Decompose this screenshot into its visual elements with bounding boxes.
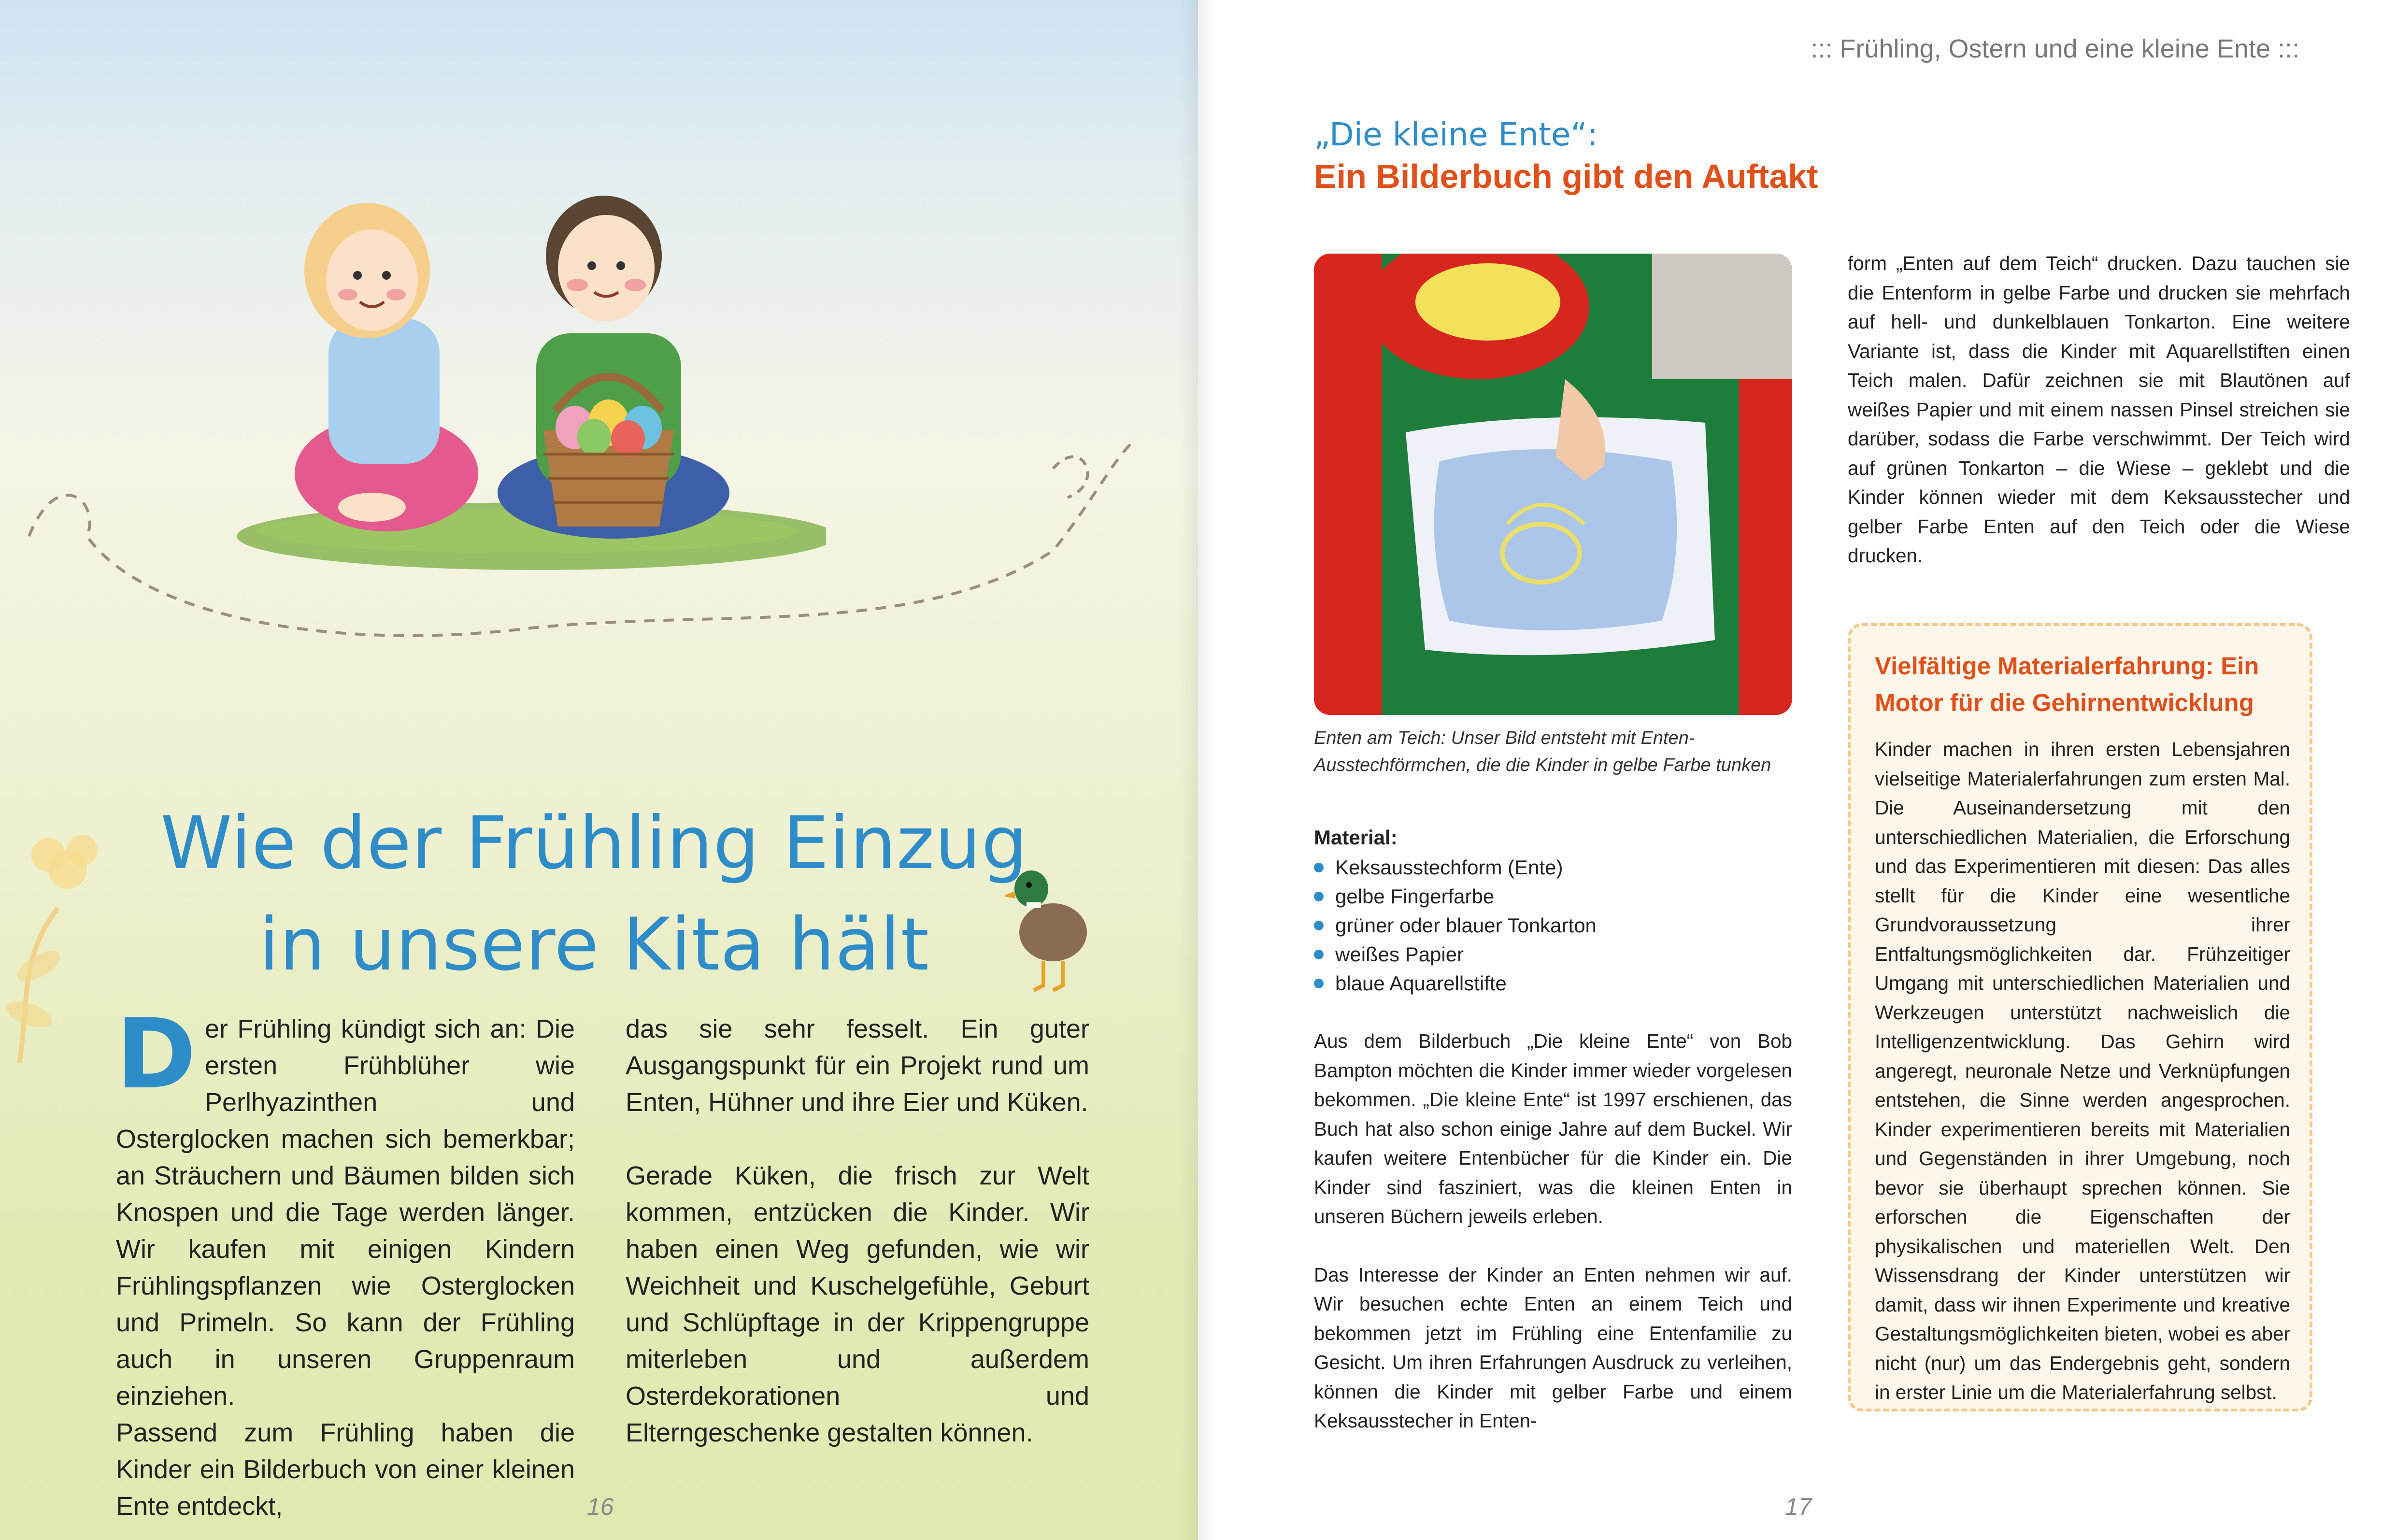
- info-box-title: Vielfältige Materialerfahrung: Ein Motor für die Gehirnentwicklung: [1875, 652, 2259, 716]
- intro-paragraph: [116, 998, 575, 1414]
- left-column-2: [626, 1011, 1089, 1451]
- running-header: ::: Frühling, Ostern und eine kleine Ente :::: [1811, 34, 2299, 63]
- material-list: [1314, 853, 1597, 998]
- drop-cap: D: [116, 998, 197, 1111]
- right-column-b: [1848, 249, 2350, 570]
- right-column-a: [1314, 1027, 1792, 1436]
- column2-paragraph-1: das sie sehr fesselt. Ein guter Ausgangspunkt für ein Projekt rund um Enten, Hühner und ihre Eier und Küken.: [626, 1014, 1089, 1117]
- page-title: [159, 793, 1029, 996]
- book-gutter-shadow: [1179, 0, 1217, 1540]
- photo-illustration: [1314, 254, 1792, 715]
- material-heading: Material:: [1314, 826, 1398, 849]
- info-box: [1848, 623, 2312, 1412]
- children-with-easter-basket-illustration: [227, 159, 826, 594]
- section-subtitle: „Die kleine Ente“:: [1314, 116, 1598, 153]
- column-a-paragraph-1: Aus dem Bilderbuch „Die kleine Ente“ von Bob Bampton möchten die Kinder immer wieder vorgelesen bekommen. „Die kleine Ente“ ist 1997 erschienen, das Buch hat also schon einige Jahre auf dem Buckel. Wir kaufen weitere Entenbücher für die Kinder ein. Die Kinder sind fasziniert, was die kleinen Enten in unseren Büchern jeweils erleben.: [1314, 1030, 1792, 1227]
- material-item: blaue Aquarellstifte: [1314, 969, 1597, 998]
- photo-caption: Enten am Teich: Unser Bild entsteht mit Enten-Ausstechförmchen, die die Kinder in gelbe Farbe tunken: [1314, 728, 1771, 775]
- material-item: weißes Papier: [1314, 940, 1597, 969]
- title-line-1: Wie der Frühling Einzug: [160, 801, 1028, 885]
- column-a-paragraph-2: Das Interesse der Kinder an Enten nehmen wir auf. Wir besuchen echte Enten an einem Teich und bekommen jetzt im Frühling eine Entenfamilie zu Gesicht. Um ihren Erfahrungen Ausdruck zu verleihen, können die Kinder mit gelber Farbe und einem Keksausstecher in Enten-: [1314, 1263, 1792, 1432]
- second-paragraph: Passend zum Frühling haben die Kinder ein Bilderbuch von einer kleinen Ente entdeckt,: [116, 1418, 575, 1521]
- column-b-paragraph: form „Enten auf dem Teich“ drucken. Dazu tauchen sie die Entenform in gelbe Farbe und drucken sie mehrfach auf hell- und dunkelblauen Tonkarton. Eine weitere Variante ist, dass die Kinder mit Aquarellstiften einen Teich malen. Dafür zeichnen sie mit Blautönen auf weißes Papier und mit einem nassen Pinsel streichen sie darüber, sodass die Farbe verschwimmt. Der Teich wird auf grünen Tonkarton – die Wiese – geklebt und die Kinder können wieder mit dem Keksausstecher und gelber Farbe Enten auf den Teich oder die Wiese drucken.: [1848, 252, 2350, 567]
- yellow-flower-decoration: [0, 812, 126, 1063]
- material-item: gelbe Fingerfarbe: [1314, 882, 1597, 911]
- page-number-left: 16: [587, 1493, 614, 1520]
- column2-paragraph-2: Gerade Küken, die frisch zur Welt kommen, entzücken die Kinder. Wir haben einen Weg gefunden, wie wir Weichheit und Kuschelgefühle, Geburt und Schlüpftage in der Krippengruppe miterleben und außerdem Osterdekorationen und Elterngeschenke gestalten können.: [626, 1161, 1089, 1447]
- right-page: [1198, 0, 2396, 1540]
- intro-text: er Frühling kündigt sich an: Die ersten Frühblüher wie Perlhyazinthen und Osterglocken machen sich bemerkbar; an Sträuchern und Bäumen bilden sich Knospen und die Tage werden länger. Wir kaufen mit einigen Kindern Frühlingspflanzen wie Osterglocken und Primeln. So kann der Frühling auch in unseren Gruppenraum einziehen.: [116, 1014, 575, 1411]
- section-title: Ein Bilderbuch gibt den Auftakt: [1314, 157, 1818, 195]
- material-item: Keksausstechform (Ente): [1314, 853, 1597, 882]
- material-item: grüner oder blauer Tonkarton: [1314, 911, 1597, 940]
- page-number-right: 17: [1785, 1493, 1812, 1520]
- duck-stamping-photo: [1314, 254, 1792, 715]
- title-line-2: in unsere Kita hält: [258, 902, 930, 987]
- info-box-text: Kinder machen in ihren ersten Lebensjahren vielseitige Materialerfahrungen zum ersten Mal. Die Auseinandersetzung mit den unterschiedlichen Materialien, die Erforschung und das Experimentieren mit diesen: Das alles stellt für die Kinder eine wesentliche Grundvoraussetzung ihrer Entfaltungsmöglichkeiten dar. Frühzeitiger Umgang mit unterschiedlichen Materialien und Werkzeugen unterstützt nachweislich die Intelligenzentwicklung. Das Gehirn wird angeregt, neuronale Netze und Verknüpfungen entstehen, die Sinne werden angesprochen. Kinder experimentieren bereits mit Materialien und Gegenständen in ihrer Umgebung, noch bevor sie überhaupt sprechen können. Sie erforschen die Eigenschaften der physikalischen und materiellen Welt. Den Wissensdrang der Kinder unterstützen wir damit, dass wir ihnen Experimente und kreative Gestaltungsmöglichkeiten bieten, wobei es aber nicht (nur) um das Endergebnis geht, sondern in erster Linie um die Materialerfahrung selbst.: [1875, 738, 2291, 1403]
- left-column-1: [116, 998, 575, 1525]
